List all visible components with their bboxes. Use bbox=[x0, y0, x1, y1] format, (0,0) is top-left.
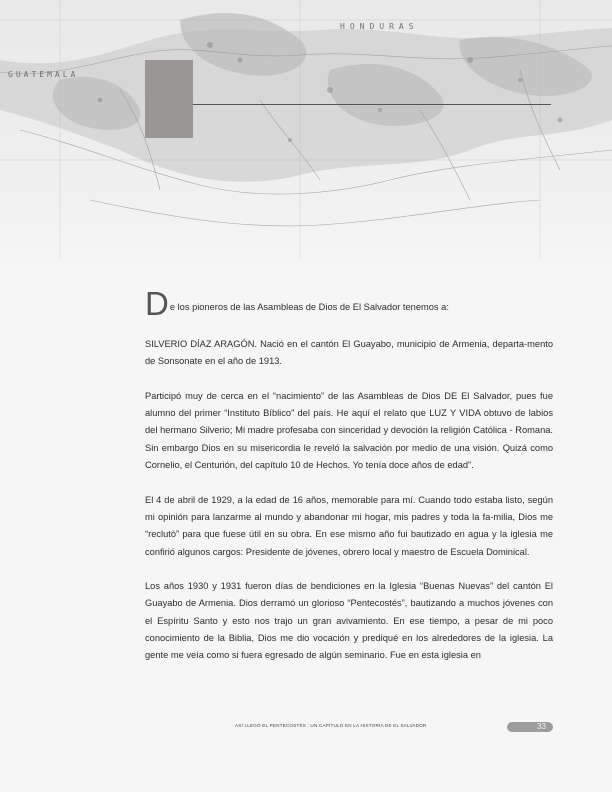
map-label-honduras: HONDURAS bbox=[340, 22, 419, 31]
drop-cap: D bbox=[145, 285, 169, 322]
paragraph-2: Participó muy de cerca en el “nacimiento” de las Asambleas de Dios DE El Salvador, pues fue alumno del primer “Instituto Bíblico” del país. He aquí el relato que LUZ Y VIDA obtuvo de labios del hermano Silverio; Mi madre profesaba con sinceridad y devoción la religión Católica - Romana. Sin embargo Dios en su misericordia le reveló la salvación por medio de una visión. Quizá como Cornelio, el Centurión, del capítulo 10 de Hechos. Yo tenía doce años de edad”. bbox=[145, 390, 553, 471]
paragraph-4: Los años 1930 y 1931 fueron días de bendiciones en la Iglesia “Buenas Nuevas” del cantón El Guayabo de Armenia. Dios derramó un glorioso “Pentecostés”, bautizando a muchos jóvenes con el Espíritu Santo y esto nos trajo un gran avivamiento. En ese tiempo, a pesar de mi poco conocimiento de la Biblia, Dios me dio vocación y prediqué en los alrededores de la iglesia. La gente me veía como si fuera egresado de algún seminario. Fue en esta iglesia en bbox=[145, 581, 553, 661]
header-rule bbox=[193, 104, 551, 105]
paragraph-3: El 4 de abril de 1929, a la edad de 16 años, memorable para mí. Cuando todo estaba listo, según mi opinión para lanzarme al mundo y abandonar mi hogar, mis padres y toda la fa-milia, Dios me “reclutó” para que fuese útil en su obra. En ese mismo año fui bautizado en agua y la iglesia me confirió algunos cargos: Presidente de jóvenes, obrero local y maestro de Escuela Dominical. bbox=[145, 494, 553, 557]
article-body bbox=[145, 285, 553, 682]
intro-paragraph bbox=[145, 285, 553, 322]
paragraph-1: SILVERIO DÍAZ ARAGÓN. Nació en el cantón El Guayabo, municipio de Armenia, departa-mento de Sonsonate en el año de 1913. bbox=[145, 339, 553, 367]
page-number-badge bbox=[507, 722, 553, 732]
map-label-guatemala: GUATEMALA bbox=[8, 70, 79, 79]
decorative-gray-box bbox=[145, 60, 193, 138]
running-title: ASÍ LLEGÓ EL PENTECOSTÉS : UN CAPÍTULO EN LA HISTORIA DE EL SALVADOR bbox=[235, 723, 427, 728]
page-number: 33 bbox=[537, 722, 546, 731]
map-header-image bbox=[0, 0, 612, 275]
intro-text: e los pioneros de las Asambleas de Dios de El Salvador tenemos a: bbox=[169, 301, 449, 312]
map-illustration bbox=[0, 0, 612, 275]
page-footer bbox=[235, 722, 555, 734]
